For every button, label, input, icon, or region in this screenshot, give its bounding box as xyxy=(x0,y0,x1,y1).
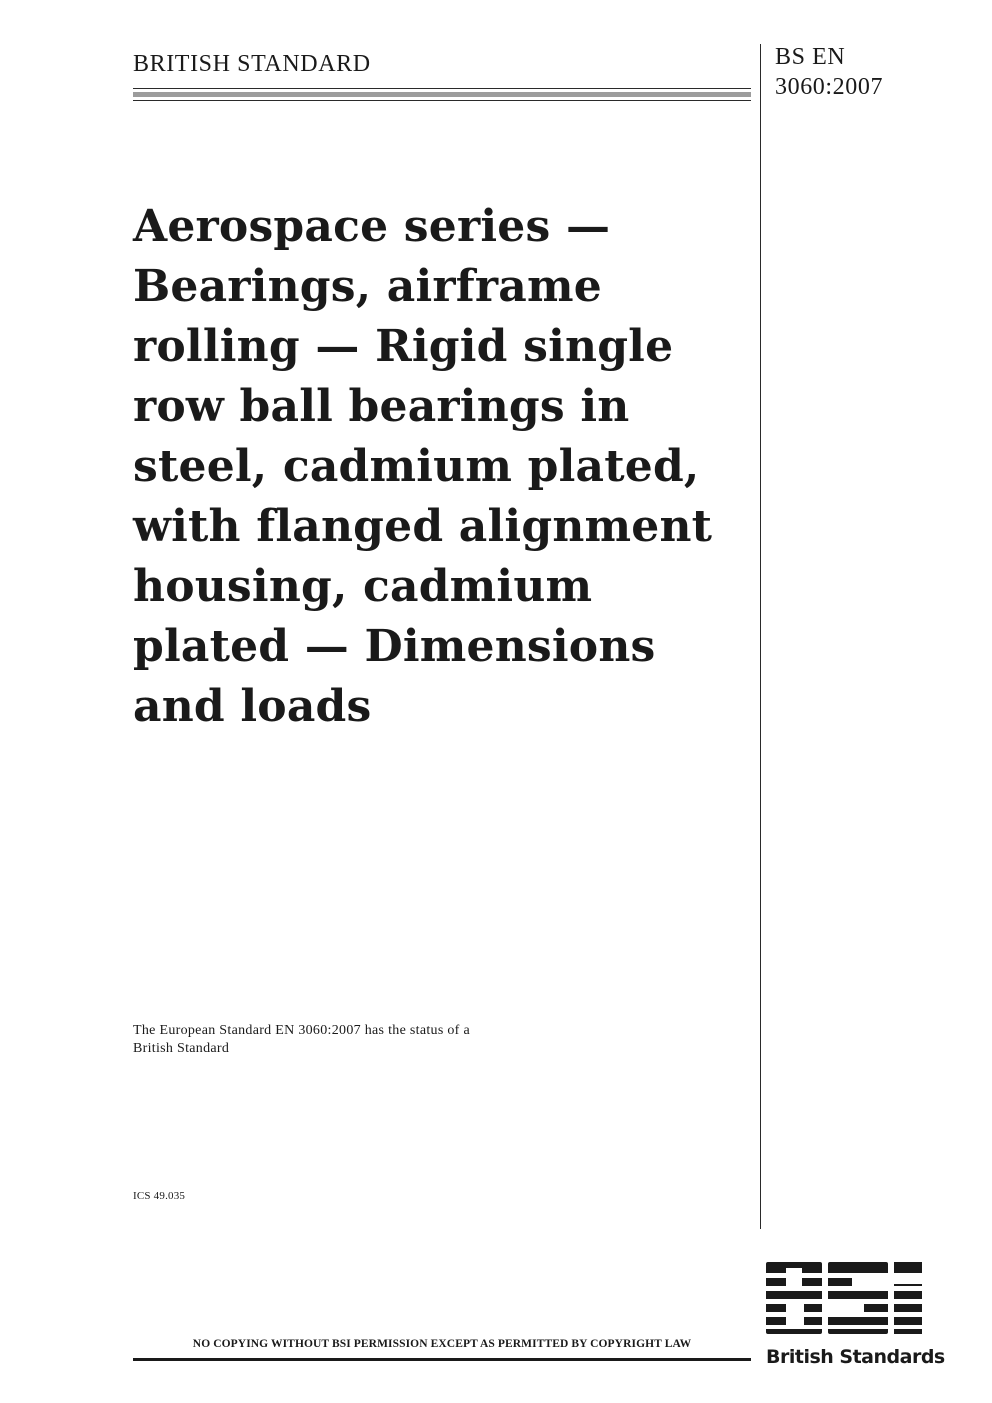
title-line: Aerospace series — xyxy=(133,201,611,252)
title-line: housing, cadmium xyxy=(133,561,593,612)
bsi-logo xyxy=(766,1262,946,1368)
status-note-line: British Standard xyxy=(133,1041,230,1056)
title-line: steel, cadmium plated, xyxy=(133,441,700,492)
header-rule-thick xyxy=(133,92,751,97)
document-number-line: 3060:2007 xyxy=(775,74,884,100)
ics-code: ICS 49.035 xyxy=(133,1190,186,1202)
copyright-notice: NO COPYING WITHOUT BSI PERMISSION EXCEPT AS PERMITTED BY COPYRIGHT LAW xyxy=(192,1338,692,1350)
series-label: BRITISH STANDARD xyxy=(133,51,371,77)
title-line: row ball bearings in xyxy=(133,381,630,432)
title-line: plated — Dimensions xyxy=(133,621,656,672)
document-number-line: BS EN xyxy=(775,44,846,70)
footer-rule xyxy=(133,1358,751,1361)
status-note-line: The European Standard EN 3060:2007 has the status of a xyxy=(133,1023,470,1038)
document-number xyxy=(775,42,883,102)
logo-caption: British Standards xyxy=(766,1346,945,1368)
title-line: with flanged alignment xyxy=(133,501,713,552)
title-line: and loads xyxy=(133,681,372,732)
document-title xyxy=(133,197,758,737)
status-note xyxy=(133,1022,470,1058)
title-line: Bearings, airframe xyxy=(133,261,602,312)
header-rule-thin-lower xyxy=(133,100,751,101)
vertical-divider xyxy=(760,44,761,1229)
bsi-wordmark-icon xyxy=(766,1262,946,1338)
title-line: rolling — Rigid single xyxy=(133,321,674,372)
header-rule-thin xyxy=(133,88,751,89)
